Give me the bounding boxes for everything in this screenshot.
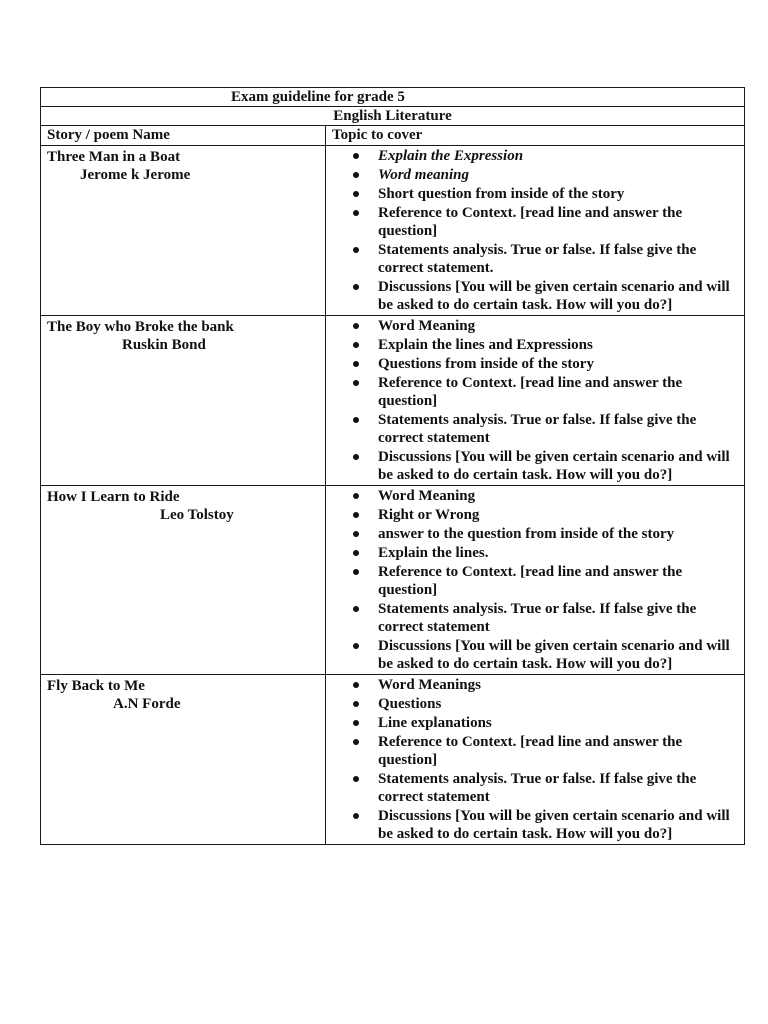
table-row (41, 486, 745, 675)
topic-text: Discussions [You will be given certain scenario and will be asked to do certain task. How will you do?] (378, 638, 730, 672)
story-cell (41, 146, 326, 316)
bullet-icon (353, 569, 359, 575)
list-item (326, 714, 740, 732)
story-author: Ruskin Bond (122, 337, 206, 353)
topic-list (326, 317, 740, 484)
story-cell (41, 675, 326, 845)
bullet-icon (353, 776, 359, 782)
topic-text: Explain the Expression (378, 148, 524, 164)
table-row (41, 316, 745, 486)
list-item (326, 487, 740, 505)
list-item (326, 166, 740, 184)
topic-list (326, 676, 740, 843)
list-item (326, 676, 740, 694)
topic-text: Statements analysis. True or false. If false give the correct statement (378, 601, 697, 635)
story-cell (41, 486, 326, 675)
table-row (41, 146, 745, 316)
bullet-icon (353, 323, 359, 329)
list-item (326, 807, 740, 843)
story-author: Jerome k Jerome (80, 167, 191, 183)
subtitle-row (41, 107, 745, 126)
title-row (41, 88, 745, 107)
story-title: The Boy who Broke the bank (47, 319, 234, 335)
document-title: Exam guideline for grade 5 (41, 88, 745, 107)
topic-text: Questions from inside of the story (378, 356, 594, 372)
bullet-icon (353, 512, 359, 518)
column-header-row (41, 126, 745, 146)
topic-cell (326, 316, 745, 486)
list-item (326, 147, 740, 165)
list-item (326, 336, 740, 354)
bullet-icon (353, 153, 359, 159)
guideline-table (40, 87, 745, 845)
bullet-icon (353, 380, 359, 386)
topic-text: Explain the lines and Expressions (378, 337, 593, 353)
list-item (326, 637, 740, 673)
bullet-icon (353, 247, 359, 253)
bullet-icon (353, 210, 359, 216)
list-item (326, 733, 740, 769)
list-item (326, 506, 740, 524)
story-cell (41, 316, 326, 486)
bullet-icon (353, 531, 359, 537)
topic-text: Reference to Context. [read line and answer the question] (378, 564, 683, 598)
topic-cell (326, 675, 745, 845)
story-title: Three Man in a Boat (47, 149, 181, 165)
story-title: Fly Back to Me (47, 678, 145, 694)
list-item (326, 355, 740, 373)
topic-text: Word Meaning (378, 318, 476, 334)
topic-text: Word Meaning (378, 488, 476, 504)
table-row (41, 675, 745, 845)
bullet-icon (353, 739, 359, 745)
bullet-icon (353, 172, 359, 178)
topic-text: Line explanations (378, 715, 492, 731)
story-author: A.N Forde (113, 696, 181, 712)
list-item (326, 563, 740, 599)
list-item (326, 185, 740, 203)
bullet-icon (353, 454, 359, 460)
bullet-icon (353, 643, 359, 649)
topic-text: Discussions [You will be given certain scenario and will be asked to do certain task. How will you do?] (378, 279, 730, 313)
list-item (326, 278, 740, 314)
topic-text: Statements analysis. True or false. If false give the correct statement (378, 771, 697, 805)
topic-text: Statements analysis. True or false. If false give the correct statement. (378, 242, 697, 276)
bullet-icon (353, 284, 359, 290)
bullet-icon (353, 701, 359, 707)
list-item (326, 525, 740, 543)
topic-list (326, 487, 740, 673)
topic-text: Reference to Context. [read line and answer the question] (378, 205, 683, 239)
exam-guideline-page (40, 87, 744, 845)
topic-list (326, 147, 740, 314)
topic-text: Reference to Context. [read line and answer the question] (378, 375, 683, 409)
topic-cell (326, 486, 745, 675)
bullet-icon (353, 493, 359, 499)
topic-text: Discussions [You will be given certain scenario and will be asked to do certain task. How will you do?] (378, 808, 730, 842)
list-item (326, 448, 740, 484)
topic-text: Questions (378, 696, 442, 712)
bullet-icon (353, 191, 359, 197)
story-title: How I Learn to Ride (47, 489, 180, 505)
column-header-topic: Topic to cover (326, 126, 745, 146)
list-item (326, 374, 740, 410)
bullet-icon (353, 813, 359, 819)
topic-text: Reference to Context. [read line and answer the question] (378, 734, 683, 768)
bullet-icon (353, 606, 359, 612)
story-author: Leo Tolstoy (160, 507, 234, 523)
topic-text: Discussions [You will be given certain scenario and will be asked to do certain task. How will you do?] (378, 449, 730, 483)
topic-text: Word meaning (378, 167, 469, 183)
list-item (326, 544, 740, 562)
list-item (326, 411, 740, 447)
bullet-icon (353, 361, 359, 367)
topic-text: Explain the lines. (378, 545, 489, 561)
topic-text: Short question from inside of the story (378, 186, 625, 202)
bullet-icon (353, 342, 359, 348)
topic-cell (326, 146, 745, 316)
list-item (326, 770, 740, 806)
column-header-story: Story / poem Name (41, 126, 326, 146)
topic-text: answer to the question from inside of the story (378, 526, 675, 542)
list-item (326, 695, 740, 713)
list-item (326, 600, 740, 636)
topic-text: Statements analysis. True or false. If false give the correct statement (378, 412, 697, 446)
bullet-icon (353, 417, 359, 423)
bullet-icon (353, 720, 359, 726)
document-subtitle: English Literature (41, 107, 745, 126)
topic-text: Right or Wrong (378, 507, 480, 523)
bullet-icon (353, 682, 359, 688)
topic-text: Word Meanings (378, 677, 481, 693)
list-item (326, 204, 740, 240)
list-item (326, 241, 740, 277)
list-item (326, 317, 740, 335)
bullet-icon (353, 550, 359, 556)
